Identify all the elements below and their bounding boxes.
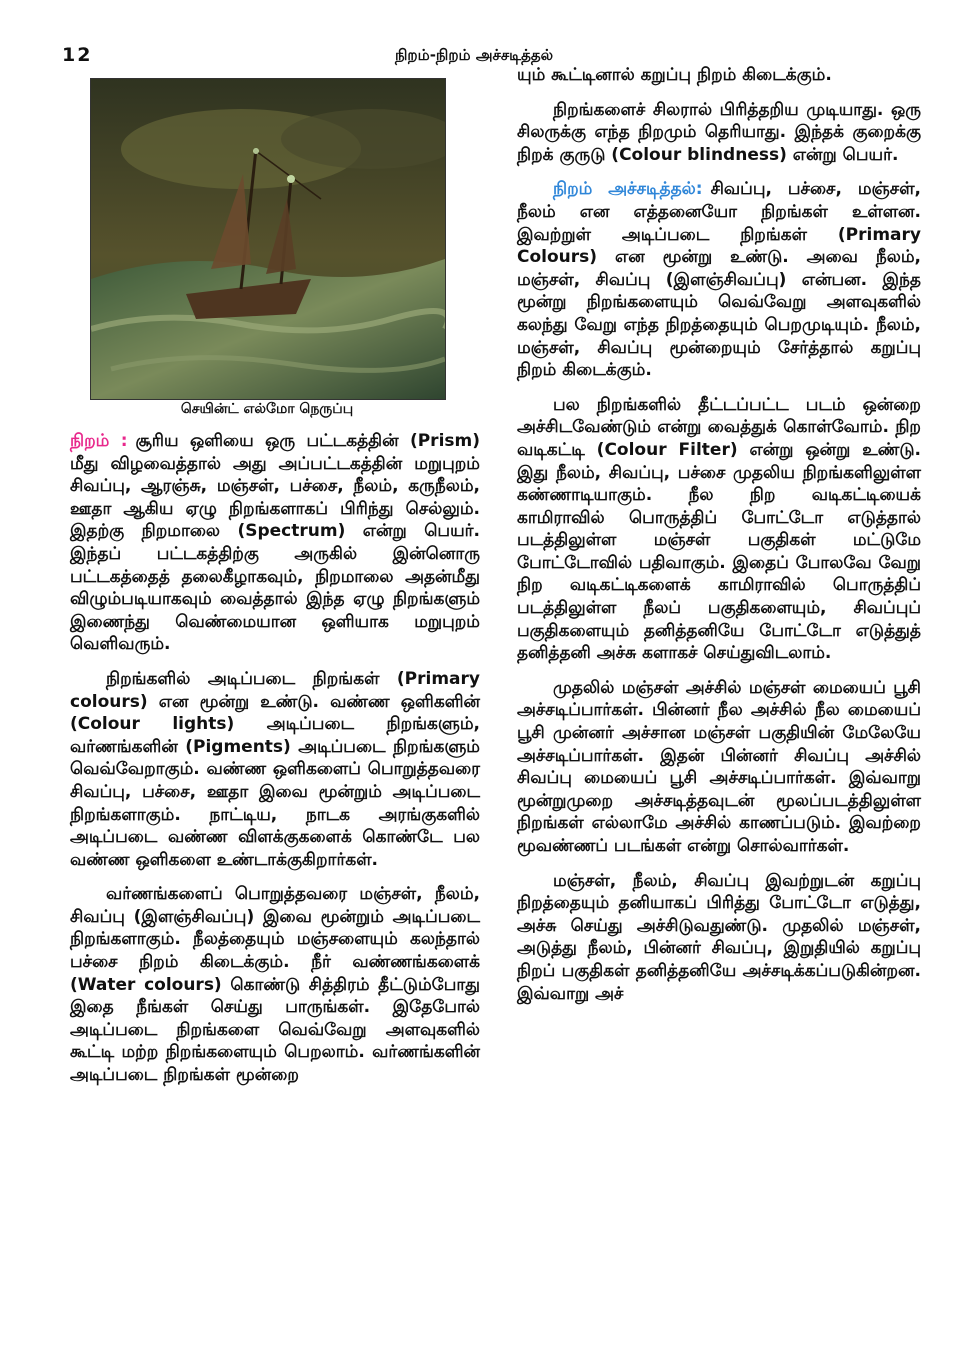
paragraph: முதலில் மஞ்சள் அச்சில் மஞ்சள் மையைப் பூசி அச்சடிப்பார்கள். பின்னர் நீல அச்சில் நீல மையைப் பூசி முன்னர் அச்சான மஞ்சள் பகுதியின் மேலேயே அச்சடிப்பார்கள். இதன் பின்னர் சிவப்பு அச்சில் சிவப்பு மையைப் பூசி அச்சடிப்பார்கள். இவ்வாறு மூன்றுமுறை அச்சடித்தவுடன் மூலப்படத்திலுள்ள நிறங்கள் எல்லாமே அச்சில் காணப்படும். இவற்றை மூவண்ணப் படங்கள் என்று சொல்வார்கள். bbox=[517, 677, 921, 856]
paragraph: பல நிறங்களில் தீட்டப்பட்ட படம் ஒன்றை அச்சிடவேண்டும் என்று வைத்துக் கொள்வோம். நிற வடிகட்டி (Colour Filter) என்று ஒன்று உண்டு. இது நீலம், சிவப்பு, பச்சை முதலிய நிறங்களிலுள்ள கண்ணாடியாகும். நீல நிற வடிகட்டியைக் காமிராவில் பொருத்திப் போட்டோ எடுத்தால் படத்திலுள்ள மஞ்சள் பகுதிகள் மட்டுமே போட்டோவில் பதிவாகும். இதைப் போலவே வேறு நிற வடிகட்டிகளைக் காமிராவில் பொருத்திப் படத்திலுள்ள நீலப் பகுதிகளையும், சிவப்புப் பகுதிகளையும் தனித்தனியே போட்டோ எடுத்துத் தனித்தனி அச்சு களாகச் செய்துவிடலாம். bbox=[517, 394, 921, 664]
paragraph: மஞ்சள், நீலம், சிவப்பு இவற்றுடன் கறுப்பு நிறத்தையும் தனியாகப் பிரித்து போட்டோ எடுத்து, அச்சு செய்து அச்சிடுவதுண்டு. முதலில் மஞ்சள், அடுத்து நீலம், பின்னர் சிவப்பு, இறுதியில் கறுப்பு நிறப் பகுதிகள் தனித்தனியே அச்சடிக்கப்படுகின்றன. இவ்வாறு அச் bbox=[517, 870, 921, 1004]
section-heading-colour: நிறம் : bbox=[70, 431, 128, 451]
ship-painting bbox=[90, 78, 446, 400]
paragraph: நிறங்களைச் சிலரால் பிரித்தறிய முடியாது. ஒரு சிலருக்கு எந்த நிறமும் தெரியாது. இந்தக் குறைக்கு நிறக் குருடு (Colour blindness) என்று பெயர். bbox=[517, 99, 921, 165]
section-heading-colour-printing: நிறம் அச்சடித்தல்: bbox=[553, 179, 703, 200]
st-elmo-fire-glow bbox=[253, 148, 259, 154]
paragraph: வர்ணங்களைப் பொறுத்தவரை மஞ்சள், நீலம், சிவப்பு (இளஞ்சிவப்பு) இவை மூன்றும் அடிப்படை நிறங்களாகும். நீலத்தையும் மஞ்சளையும் கலந்தால் பச்சை நிறம் கிடைக்கும். நீர் வண்ணங்களைக் (Water colours) கொண்டு சித்திரம் தீட்டும்போது இதை நீங்கள் செய்து பாருங்கள். இதேபோல் அடிப்படை நிறங்களை வெவ்வேறு அளவுகளில் கூட்டி மற்ற நிறங்களையும் பெறலாம். வர்ணங்களின் அடிப்படை நிறங்கள் மூன்றை bbox=[70, 884, 480, 1086]
paragraph bbox=[517, 178, 921, 381]
paragraph-text: சூரிய ஒளியை ஒரு பட்டகத்தின் (Prism) மீது விழவைத்தால் அது அப்பட்டகத்தின் மறுபுறம் சிவப்பு, ஆரஞ்சு, மஞ்சள், பச்சை, நீலம், கருநீலம், ஊதா ஆகிய ஏழு நிறங்களாகப் பிரிந்து செல்லும். இதற்கு நிறமாலை (Spectrum) என்று பெயர். இந்தப் பட்டகத்திற்கு அருகில் இன்னொரு பட்டகத்தைத் தலைகீழாகவும், நிறமாலை அதன்மீது விழும்படியாகவும் வைத்தால் இந்த ஏழு நிறங்களும் இணைந்து வெண்மையான ஒளியாக மறுபுறம் வெளிவரும். bbox=[70, 431, 480, 655]
paragraph: யும் கூட்டினால் கறுப்பு நிறம் கிடைக்கும். bbox=[517, 65, 832, 85]
right-column bbox=[517, 64, 921, 1017]
paragraph-text: சிவப்பு, பச்சை, மஞ்சள், நீலம் என எத்தனையோ நிறங்கள் உள்ளன. இவற்றுள் அடிப்படை நிறங்கள் (Primary Colours) என மூன்று உண்டு. அவை நீலம், மஞ்சள், சிவப்பு (இளஞ்சிவப்பு) என்பன. இந்த மூன்று நிறங்களையும் வெவ்வேறு அளவுகளில் கலந்து வேறு எந்த நிறத்தையும் பெறமுடியும். நீலம், மஞ்சள், சிவப்பு மூன்றையும் சேர்த்தால் கறுப்பு நிறம் கிடைக்கும். bbox=[517, 179, 921, 381]
storm-ship-illustration bbox=[91, 79, 445, 399]
paragraph bbox=[70, 430, 480, 656]
left-column bbox=[70, 430, 480, 1099]
running-head: நிறம்-நிறம் அச்சடித்தல் bbox=[395, 46, 554, 64]
paragraph: நிறங்களில் அடிப்படை நிறங்கள் (Primary colours) என மூன்று உண்டு. வண்ண ஒளிகளின் (Colour lights) அடிப்படை நிறங்களும், வர்ணங்களின் (Pigments) அடிப்படை நிறங்களும் வெவ்வேறாகும். வண்ண ஒளிகளைப் பொறுத்தவரை சிவப்பு, பச்சை, ஊதா இவை மூன்றும் அடிப்படை நிறங்களாகும். நாட்டிய, நாடக அரங்குகளில் அடிப்படை வண்ண விளக்குகளைக் கொண்டே பல வண்ண ஒளிகளை உண்டாக்குகிறார்கள். bbox=[70, 668, 480, 870]
st-elmo-fire-glow bbox=[287, 175, 295, 183]
page-number: 12 bbox=[62, 44, 93, 66]
figure-caption: செயின்ட் எல்மோ நெருப்பு bbox=[180, 401, 354, 417]
